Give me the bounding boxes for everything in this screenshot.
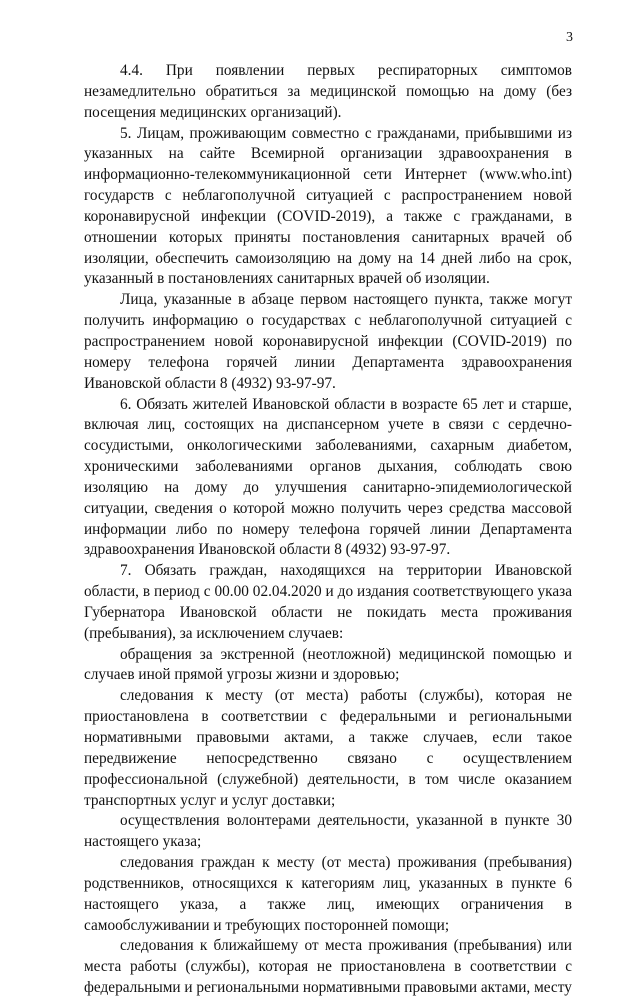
paragraph-5-hotline: Лица, указанные в абзаце первом настоящего пункта, также могут получить информацию о государствах с неблагополучной ситуацией с распространением новой коронавирусной инфекции (COVID-2019) по номеру телефона горячей линии Департамента здравоохранения Ивановской области 8 (4932) 93-97-97. bbox=[84, 291, 572, 392]
exception-volunteers: осуществления волонтерами деятельности, указанной в пункте 30 настоящего указа; bbox=[84, 812, 572, 851]
document-body bbox=[84, 61, 572, 999]
paragraph-5: 5. Лицам, проживающим совместно с гражданами, прибывшими из указанных на сайте Всемирной организации здравоохранения в информационно-телекоммуникационной сети Интернет (www.who.int) государств с неблагополучной ситуацией с распространением новой коронавирусной инфекции (COVID-2019), а также с гражданами, в отношении которых приняты постановления санитарных врачей об изоляции, обеспечить самоизоляцию на дому на 14 дней либо на срок, указанный в постановлениях санитарных врачей об изоляции. bbox=[84, 124, 572, 288]
paragraph-7: 7. Обязать граждан, находящихся на территории Ивановской области, в период с 00.00 02.04.2020 и до издания соответствующего указа Губернатора Ивановской области не покидать места проживания (пребывания), за исключением случаев: bbox=[84, 562, 572, 642]
page-number: 3 bbox=[566, 30, 573, 45]
exception-relatives: следования граждан к месту (от места) проживания (пребывания) родственников, относящихся к категориям лиц, указанных в пункте 6 настоящего указа, а также лиц, имеющих ограничения в самообслуживании и требующих посторонней помощи; bbox=[84, 854, 572, 934]
exception-nearest-place: следования к ближайшему от места проживания (пребывания) или места работы (службы), которая не приостановлена в соответствии с федеральными и региональными нормативными правовыми актами, месту bbox=[84, 937, 572, 997]
paragraph-6: 6. Обязать жителей Ивановской области в возрасте 65 лет и старше, включая лиц, состоящих на диспансерном учете в связи с сердечно-сосудистыми, онкологическими заболеваниями, сахарным диабетом, хроническими заболеваниями органов дыхания, соблюдать свою изоляцию на дому до улучшения санитарно-эпидемиологической ситуации, сведения о которой можно получить через средства массовой информации либо по номеру телефона горячей линии Департамента здравоохранения Ивановской области 8 (4932) 93-97-97. bbox=[84, 395, 572, 559]
exception-work-travel: следования к месту (от места) работы (службы), которая не приостановлена в соответствии с федеральными и региональными нормативными правовыми актами, а также случаев, если такое передвижение непосредственно связано с осуществлением профессиональной (служебной) деятельности, в том числе оказанием транспортных услуг и услуг доставки; bbox=[84, 687, 572, 809]
paragraph-4-4: 4.4. При появлении первых респираторных симптомов незамедлительно обратиться за медицинской помощью на дому (без посещения медицинских организаций). bbox=[84, 62, 572, 121]
exception-medical-help: обращения за экстренной (неотложной) медицинской помощью и случаев иной прямой угрозы жизни и здоровью; bbox=[84, 645, 572, 684]
